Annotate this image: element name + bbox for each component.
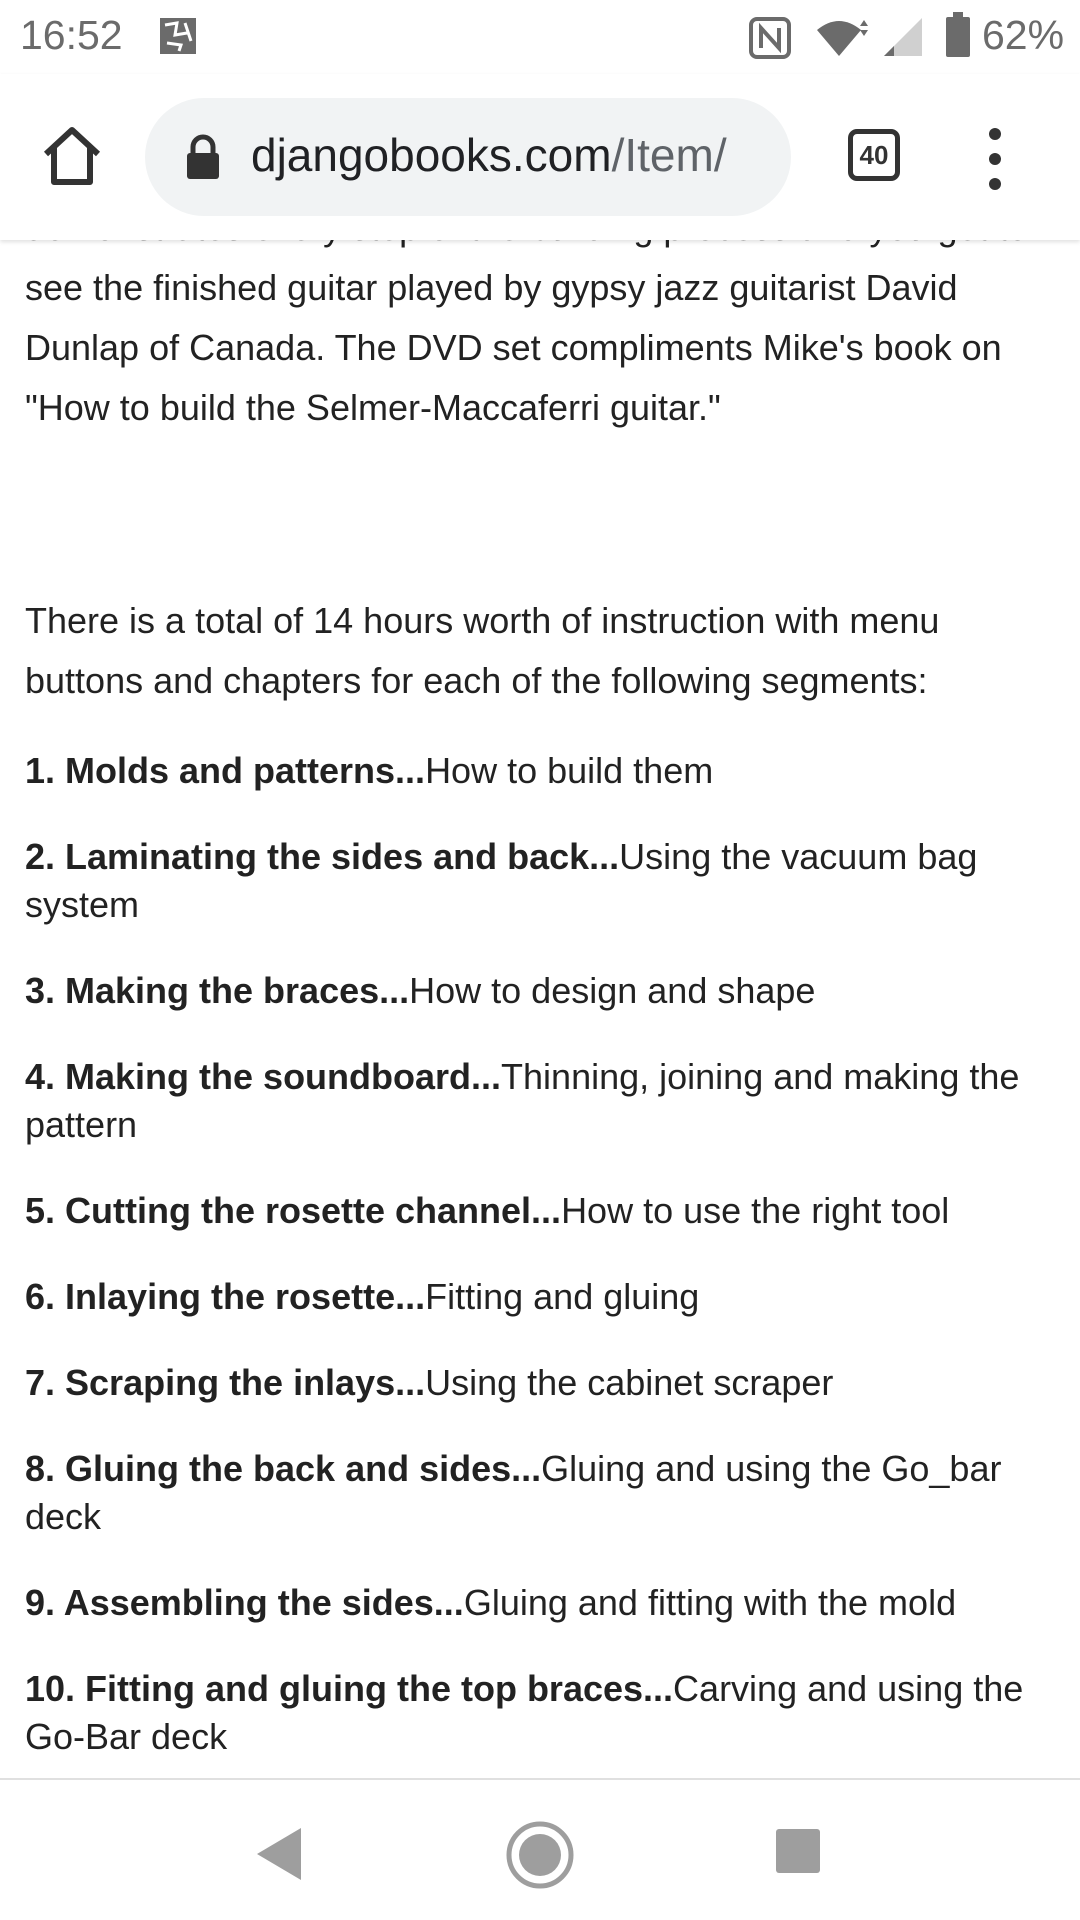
segment-item xyxy=(25,833,1060,929)
segment-list xyxy=(25,747,1060,1761)
segment-description: Fitting and gluing xyxy=(425,1276,700,1317)
cell-signal-icon xyxy=(880,14,924,58)
segment-item xyxy=(25,1445,1060,1541)
segment-item xyxy=(25,1665,1060,1761)
segment-item xyxy=(25,1053,1060,1149)
segment-description: Gluing and fitting with the mold xyxy=(463,1582,957,1623)
article-body xyxy=(25,226,1060,1778)
instruction-summary: There is a total of 14 hours worth of instruction with menu buttons and chapters for each of the following segments: xyxy=(25,600,940,701)
intro-paragraph: see the finished guitar played by gypsy jazz guitarist David Dunlap of Canada. The DVD set compliments Mike's book on "How to build the Selmer-Maccaferri guitar." xyxy=(25,267,1002,428)
back-icon[interactable] xyxy=(255,1826,305,1882)
segment-description: Thinning, joining and making the pattern xyxy=(25,1056,1020,1145)
segment-title: 6. Inlaying the rosette... xyxy=(25,1276,426,1317)
segment-item xyxy=(25,1579,1060,1627)
segment-description: Using the vacuum bag system xyxy=(25,836,978,925)
recents-icon[interactable] xyxy=(775,1828,821,1874)
segment-description: How to use the right tool xyxy=(561,1190,950,1231)
status-time: 16:52 xyxy=(20,12,123,58)
tab-switcher-button[interactable]: 40 xyxy=(848,129,900,181)
segment-title: 8. Gluing the back and sides... xyxy=(25,1448,542,1489)
segment-item xyxy=(25,1187,1060,1235)
segment-description: How to build them xyxy=(425,750,714,791)
url-text xyxy=(251,128,727,182)
segment-title: 3. Making the braces... xyxy=(25,970,410,1011)
lock-icon xyxy=(185,134,221,180)
segment-description: Using the cabinet scraper xyxy=(425,1362,834,1403)
battery-percent: 62% xyxy=(982,12,1065,58)
wifi-icon xyxy=(815,16,873,60)
segment-description: How to design and shape xyxy=(409,970,816,1011)
status-bar xyxy=(0,0,1080,74)
address-bar[interactable] xyxy=(145,98,791,216)
notification-icon xyxy=(157,15,199,57)
segment-item xyxy=(25,1273,1060,1321)
navigation-bar xyxy=(0,1778,1080,1920)
segment-title: 1. Molds and patterns... xyxy=(25,750,426,791)
url-path: /Item/ xyxy=(611,129,727,181)
segment-title: 5. Cutting the rosette channel... xyxy=(25,1190,562,1231)
more-options-icon[interactable] xyxy=(975,124,1015,194)
segment-description: Gluing and using the Go_bar deck xyxy=(25,1448,1002,1537)
segment-item xyxy=(25,967,1060,1015)
segment-title: 10. Fitting and gluing the top braces... xyxy=(25,1668,674,1709)
nfc-icon xyxy=(748,16,792,60)
browser-toolbar xyxy=(0,74,1080,240)
page-content[interactable] xyxy=(0,198,1080,1778)
segment-item xyxy=(25,1359,1060,1407)
segment-title: 4. Making the soundboard... xyxy=(25,1056,502,1097)
battery-icon xyxy=(945,12,971,58)
segment-title: 2. Laminating the sides and back... xyxy=(25,836,620,877)
segment-title: 9. Assembling the sides... xyxy=(25,1582,464,1623)
url-domain: djangobooks.com xyxy=(251,129,612,181)
segment-item xyxy=(25,747,1060,795)
home-icon[interactable] xyxy=(38,122,106,190)
home-nav-icon[interactable] xyxy=(505,1820,575,1890)
segment-title: 7. Scraping the inlays... xyxy=(25,1362,426,1403)
segment-description: Carving and using the Go-Bar deck xyxy=(25,1668,1024,1757)
